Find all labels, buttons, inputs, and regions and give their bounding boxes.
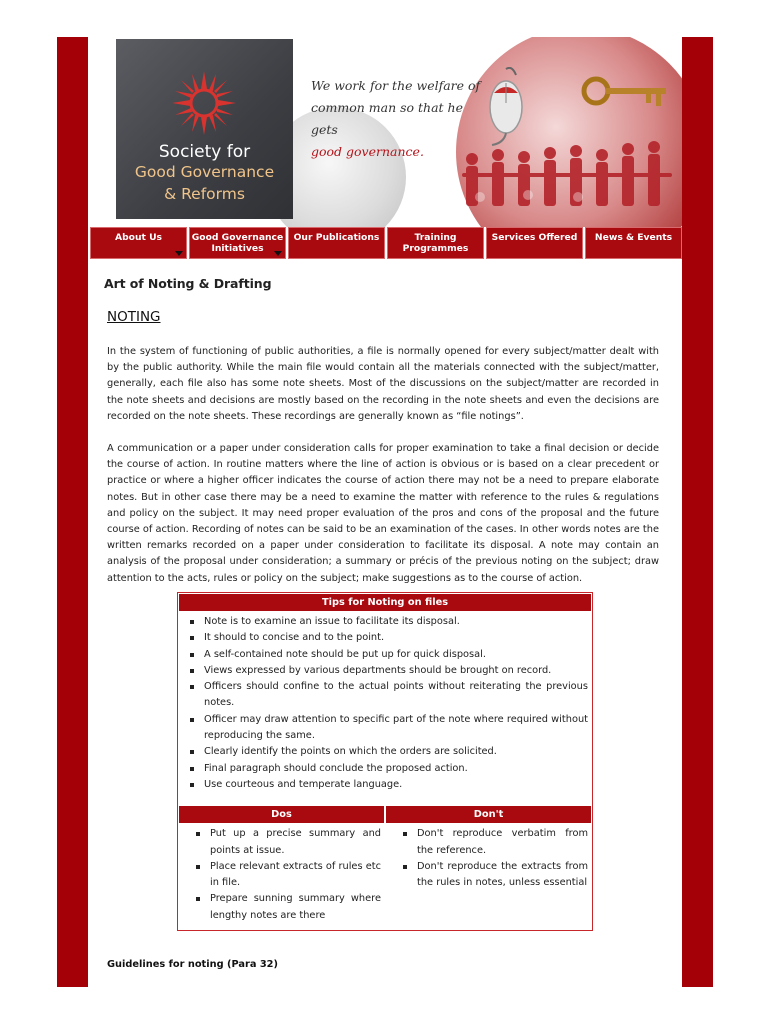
dos-list xyxy=(178,826,385,924)
tip-item: Final paragraph should conclude the proposed action. xyxy=(204,761,588,777)
tip-item: Officers should confine to the actual points without reiterating the previous notes. xyxy=(204,679,588,712)
tip-item: Views expressed by various departments should be brought on record. xyxy=(204,663,588,679)
donts-heading: Don't xyxy=(386,806,591,823)
dos-donts-row xyxy=(178,805,592,930)
section-title: NOTING xyxy=(107,309,161,325)
nav-item-about-us[interactable] xyxy=(90,227,187,259)
tips-table xyxy=(177,592,593,931)
page-title: Art of Noting & Drafting xyxy=(104,276,272,291)
dropdown-arrow-icon xyxy=(274,251,282,256)
tips-list xyxy=(178,614,592,793)
header-banner xyxy=(88,37,682,227)
tips-heading: Tips for Noting on files xyxy=(179,594,591,611)
tip-item: It should to concise and to the point. xyxy=(204,630,588,646)
nav-item-label: Services Offered xyxy=(491,232,578,243)
donts-item: Don't reproduce verbatim from the reference. xyxy=(417,826,588,859)
nav-item-services-offered[interactable] xyxy=(486,227,583,259)
tip-item: Note is to examine an issue to facilitate its disposal. xyxy=(204,614,588,630)
dropdown-arrow-icon xyxy=(175,251,183,256)
tip-item: Clearly identify the points on which the orders are solicited. xyxy=(204,744,588,760)
tagline-line-3: good governance. xyxy=(311,144,424,159)
paragraph-1: In the system of functioning of public authorities, a file is normally opened for every subject/matter dealt with by the public authority. While the main file would contain all the materials connected with the subject/matter, generally, each file also has some note sheets. Most of the discussions on the subject/matter are recorded in the note sheets and decisions are mostly based on the recording in the note sheets and even the decisions are recorded on the note sheets. These recordings are generally known as “file notings”. xyxy=(107,346,659,422)
nav-item-our-publications[interactable] xyxy=(288,227,385,259)
page-frame xyxy=(57,37,713,987)
nav-item-label: News & Events xyxy=(594,232,673,243)
nav-item-training-programmes[interactable] xyxy=(387,227,484,259)
dos-column xyxy=(178,805,385,930)
banner-tagline xyxy=(311,75,481,163)
computer-mouse-image xyxy=(482,67,530,147)
tip-item: Use courteous and temperate language. xyxy=(204,777,588,793)
tagline-line-1: We work for the welfare of xyxy=(311,78,481,93)
sunburst-logo-icon xyxy=(172,71,236,135)
nav-item-label: Training Programmes xyxy=(402,232,469,254)
dos-heading: Dos xyxy=(179,806,384,823)
nav-item-label: Our Publications xyxy=(293,232,380,243)
paragraph-2: A communication or a paper under consideration calls for proper examination to take a final decision or decide the course of action. In routine matters where the line of action is obvious or is based on a clear precedent or practice or where a higher officer indicates the course of action there may not be a need to prepare elaborate notes. But in other case there may be a need to examine the matter with reference to the rules & regulations and policy on the subject. It may need proper evaluation of the pros and cons of the proposal and the future course of action. Recording of notes can be said to be an examination of the cases. In other words notes are the written remarks recorded on a paper under consideration to facilitate its disposal. A note may contain an analysis of the proposal under consideration; a summary or précis of the previous noting on the subject; draw attention to the acts, rules or policy on the subject; make suggestions as to the course of action. xyxy=(107,443,659,584)
guidelines-heading: Guidelines for noting (Para 32) xyxy=(107,959,278,970)
people-chain-image xyxy=(458,137,682,227)
dos-item: Prepare sunning summary where lengthy notes are there xyxy=(210,891,381,924)
donts-list xyxy=(385,826,592,891)
main-nav xyxy=(90,227,682,259)
donts-column xyxy=(385,805,592,930)
nav-item-good-governance-initiatives[interactable] xyxy=(189,227,286,259)
tip-item: Officer may draw attention to specific part of the note where required without reproducing the same. xyxy=(204,712,588,745)
logo-line-1: Society for xyxy=(158,142,251,162)
tip-item: A self-contained note should be put up for quick disposal. xyxy=(204,647,588,663)
nav-item-news-events[interactable] xyxy=(585,227,682,259)
site-logo[interactable] xyxy=(116,39,293,219)
logo-line-2: Good Governance xyxy=(134,163,275,181)
nav-item-label: About Us xyxy=(114,232,163,243)
dos-item: Place relevant extracts of rules etc in file. xyxy=(210,859,381,892)
page-content-area xyxy=(88,37,682,987)
tips-spacer xyxy=(178,793,592,805)
tagline-line-2: common man so that he gets xyxy=(311,100,463,137)
dos-item: Put up a precise summary and points at issue. xyxy=(210,826,381,859)
nav-item-label: Good Governance Initiatives xyxy=(191,232,284,254)
donts-item: Don't reproduce the extracts from the rules in notes, unless essential xyxy=(417,859,588,892)
logo-line-3: & Reforms xyxy=(164,185,245,203)
key-image xyxy=(576,65,676,125)
